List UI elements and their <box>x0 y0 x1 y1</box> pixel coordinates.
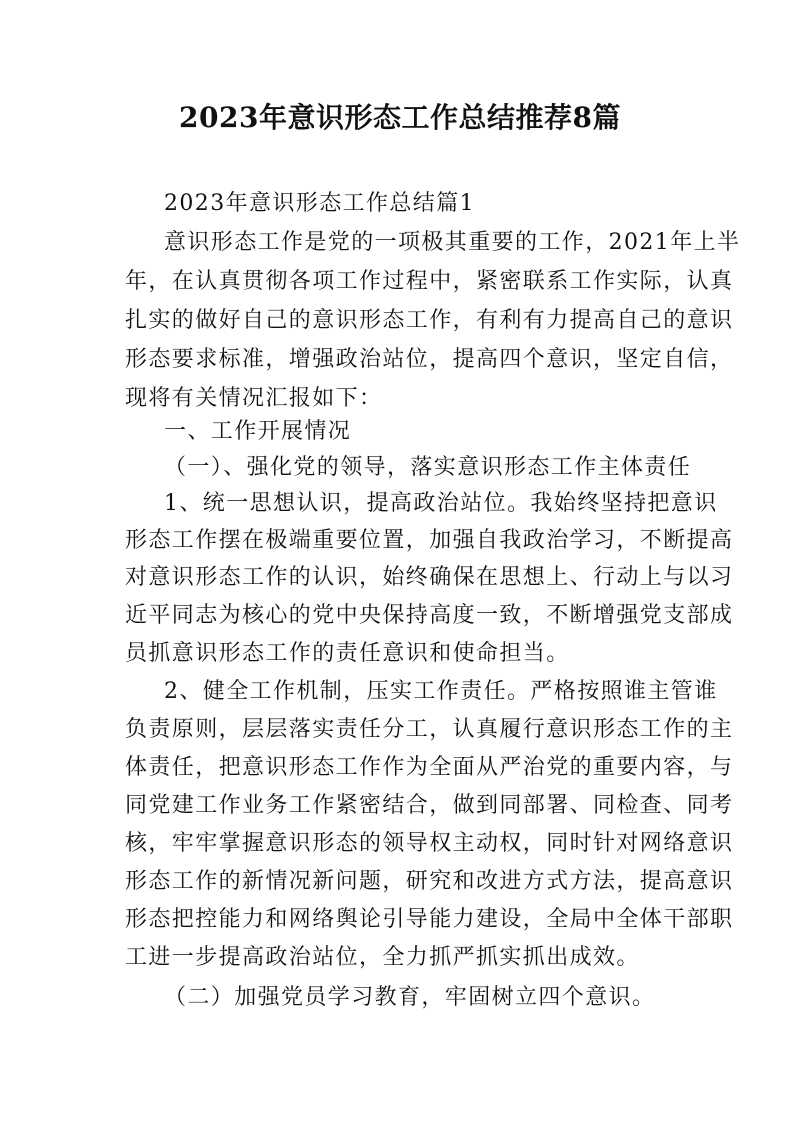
paragraph-line: 近平同志为核心的党中央保持高度一致，不断增强党支部成 <box>125 603 734 628</box>
paragraph-line: 核，牢牢掌握意识形态的领导权主动权，同时针对网络意识 <box>125 831 734 856</box>
paragraph-line: 现将有关情况汇报如下： <box>125 386 383 411</box>
paragraph-line: 1、统一思想认识，提高政治站位。我始终坚持把意识 <box>164 491 718 516</box>
subheading: （一）、强化党的领导，落实意识形态工作主体责任 <box>164 455 692 480</box>
paragraph-line: 2、健全工作机制，压实工作责任。严格按照谁主管谁 <box>164 679 718 704</box>
subheading: （二）加强党员学习教育，牢固树立四个意识。 <box>164 985 656 1010</box>
paragraph-line: 形态把控能力和网络舆论引导能力建设，全局中全体干部职 <box>125 907 734 932</box>
paragraph-line: 年，在认真贯彻各项工作过程中，紧密联系工作实际，认真 <box>125 269 734 294</box>
subheading: 一、工作开展情况 <box>164 419 352 444</box>
paragraph-line: 负责原则，层层落实责任分工，认真履行意识形态工作的主 <box>125 717 734 742</box>
paragraph-line: 对意识形态工作的认识，始终确保在思想上、行动上与以习 <box>125 565 734 590</box>
paragraph-line: 扎实的做好自己的意识形态工作，有利有力提高自己的意识 <box>125 308 734 333</box>
paragraph-line: 工进一步提高政治站位，全力抓严抓实抓出成效。 <box>125 945 640 970</box>
paragraph-line: 形态要求标准，增强政治站位，提高四个意识，坚定自信， <box>125 347 734 372</box>
paragraph-line: 员抓意识形态工作的责任意识和使命担当。 <box>125 641 570 666</box>
paragraph-line: 意识形态工作是党的一项极其重要的工作，2021年上半 <box>164 230 741 255</box>
paragraph-line: 形态工作摆在极端重要位置，加强自我政治学习，不断提高 <box>125 528 734 553</box>
paragraph-line: 体责任，把意识形态工作作为全面从严治党的重要内容，与 <box>125 755 734 780</box>
paragraph-line: 形态工作的新情况新问题，研究和改进方式方法，提高意识 <box>125 869 734 894</box>
document-title: 2023年意识形态工作总结推荐8篇 <box>179 101 621 134</box>
paragraph-line: 同党建工作业务工作紧密结合，做到同部署、同检查、同考 <box>125 793 734 818</box>
section-heading: 2023年意识形态工作总结篇1 <box>164 191 475 216</box>
